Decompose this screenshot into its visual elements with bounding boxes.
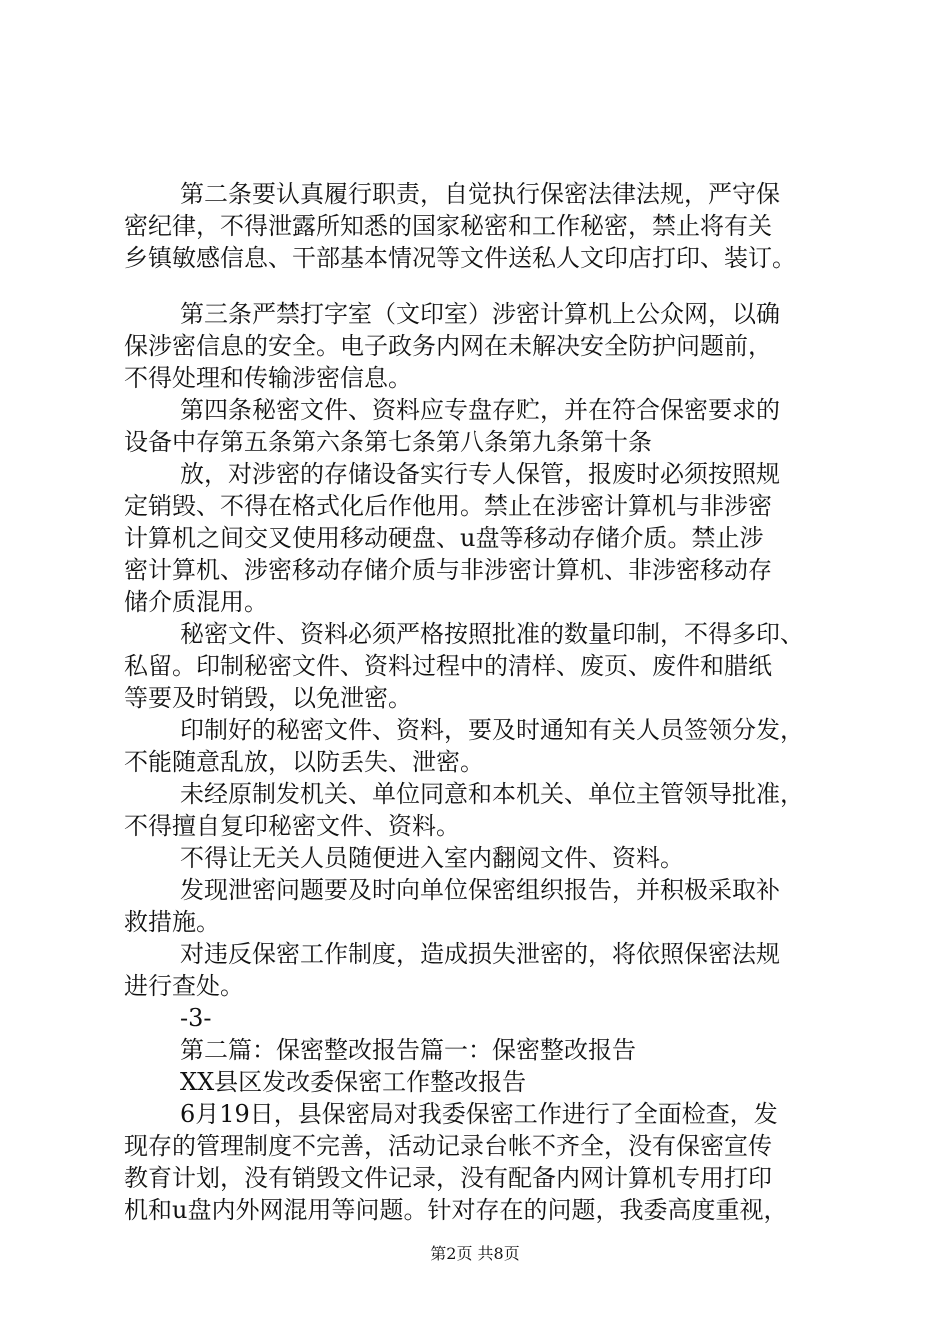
text-line: 第四条秘密文件、资料应专盘存贮，并在符合保密要求的 bbox=[180, 396, 780, 424]
text-line: 现存的管理制度不完善，活动记录台帐不齐全，没有保密宣传 bbox=[124, 1132, 772, 1160]
text-line: 保涉密信息的安全。电子政务内网在未解决安全防护问题前， bbox=[124, 332, 772, 360]
text-line: 未经原制发机关、单位同意和本机关、单位主管领导批准， bbox=[180, 780, 804, 808]
text-line: 教育计划，没有销毁文件记录，没有配备内网计算机专用打印 bbox=[124, 1164, 772, 1192]
text-line: 不能随意乱放，以防丢失、泄密。 bbox=[124, 748, 484, 776]
text-line: 私留。印制秘密文件、资料过程中的清样、废页、废件和腊纸 bbox=[124, 652, 772, 680]
text-line: 设备中存第五条第六条第七条第八条第九条第十条 bbox=[124, 428, 652, 456]
text-line: 不得处理和传输涉密信息。 bbox=[124, 364, 412, 392]
text-line: 等要及时销毁，以免泄密。 bbox=[124, 684, 412, 712]
text-line: 密纪律，不得泄露所知悉的国家秘密和工作秘密，禁止将有关 bbox=[124, 212, 772, 240]
text-line: 救措施。 bbox=[124, 908, 220, 936]
text-line: 不得擅自复印秘密文件、资料。 bbox=[124, 812, 460, 840]
text-line: 第二条要认真履行职责，自觉执行保密法律法规，严守保 bbox=[180, 180, 780, 208]
report-title: XX县区发改委保密工作整改报告 bbox=[180, 1068, 527, 1096]
text-line: 印制好的秘密文件、资料，要及时通知有关人员签领分发， bbox=[180, 716, 804, 744]
text-line: 计算机之间交叉使用移动硬盘、u盘等移动存储介质。禁止涉 bbox=[124, 524, 764, 552]
page-footer: 第2页 共8页 bbox=[430, 1244, 520, 1263]
page-number-marker: -3- bbox=[180, 1004, 212, 1032]
text-line: 乡镇敏感信息、干部基本情况等文件送私人文印店打印、装订。 bbox=[124, 244, 796, 272]
text-line: 密计算机、涉密移动存储介质与非涉密计算机、非涉密移动存 bbox=[124, 556, 772, 584]
text-line: 放，对涉密的存储设备实行专人保管，报废时必须按照规 bbox=[180, 460, 780, 488]
text-line: 第三条严禁打字室（文印室）涉密计算机上公众网，以确 bbox=[180, 300, 780, 328]
text-line: 发现泄密问题要及时向单位保密组织报告，并积极采取补 bbox=[180, 876, 780, 904]
text-line: 不得让无关人员随便进入室内翻阅文件、资料。 bbox=[180, 844, 684, 872]
section-heading: 第二篇：保密整改报告篇一：保密整改报告 bbox=[180, 1036, 636, 1064]
text-line: 储介质混用。 bbox=[124, 588, 268, 616]
text-line: 定销毁、不得在格式化后作他用。禁止在涉密计算机与非涉密 bbox=[124, 492, 772, 520]
text-line: 对违反保密工作制度，造成损失泄密的，将依照保密法规 bbox=[180, 940, 780, 968]
text-line: 秘密文件、资料必须严格按照批准的数量印制，不得多印、 bbox=[180, 620, 804, 648]
text-line: 机和u盘内外网混用等问题。针对存在的问题，我委高度重视， bbox=[124, 1196, 788, 1224]
text-line: 6月19日，县保密局对我委保密工作进行了全面检查，发 bbox=[180, 1100, 778, 1128]
text-line: 进行查处。 bbox=[124, 972, 244, 1000]
